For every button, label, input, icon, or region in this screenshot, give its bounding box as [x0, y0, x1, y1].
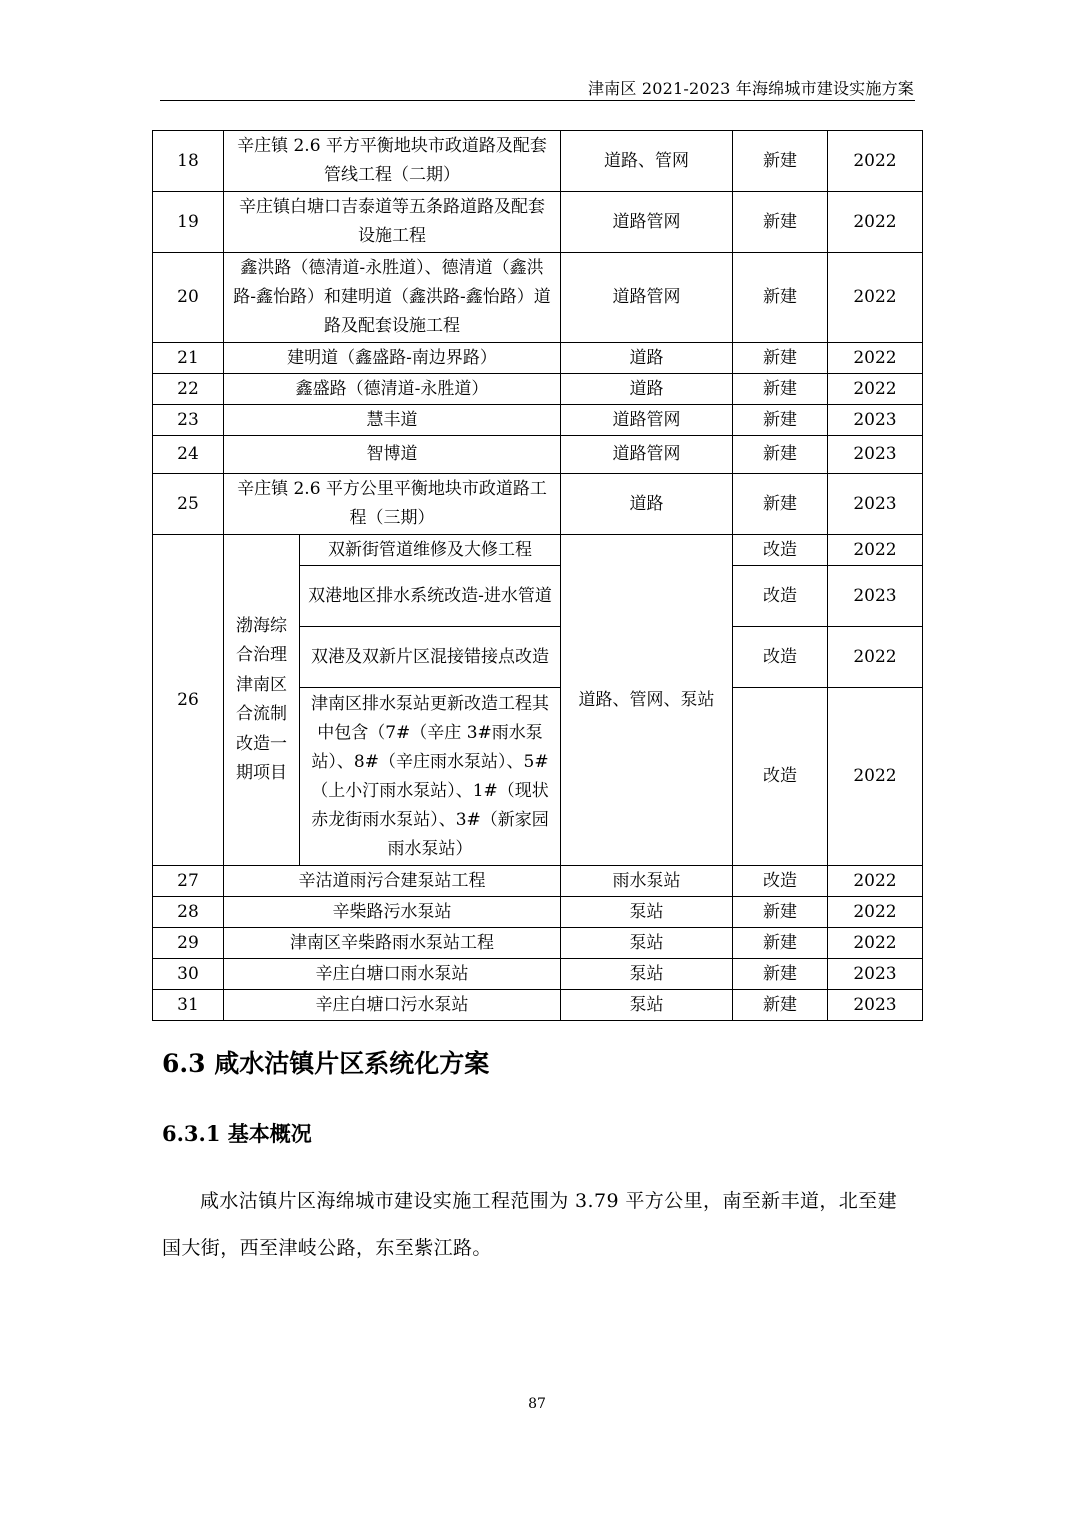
cell-year: 2022: [828, 131, 923, 192]
cell-year: 2023: [828, 474, 923, 535]
cell-no: 28: [153, 897, 224, 928]
cell-type: 道路、管网: [561, 131, 733, 192]
cell-year: 2023: [828, 436, 923, 474]
cell-type: 道路管网: [561, 436, 733, 474]
cell-year: 2023: [828, 566, 923, 627]
cell-type: 道路: [561, 474, 733, 535]
cell-type: 道路: [561, 343, 733, 374]
section-title: 6.3 咸水沽镇片区系统化方案: [162, 1049, 490, 1078]
body-paragraph: 咸水沽镇片区海绵城市建设实施工程范围为 3.79 平方公里，南至新丰道，北至建国大街，西至津岐公路，东至紫江路。: [162, 1190, 897, 1259]
cell-year: 2022: [828, 928, 923, 959]
cell-nature: 新建: [733, 928, 828, 959]
cell-nature: 新建: [733, 343, 828, 374]
cell-name: 辛庄白塘口雨水泵站: [224, 959, 561, 990]
cell-type: 雨水泵站: [561, 866, 733, 897]
cell-name: 鑫盛路（德清道-永胜道）: [224, 374, 561, 405]
cell-type: 道路管网: [561, 405, 733, 436]
cell-nature: 新建: [733, 192, 828, 253]
cell-year: 2022: [828, 897, 923, 928]
table-row: [153, 959, 923, 990]
cell-name: 智博道: [224, 436, 561, 474]
cell-no: 31: [153, 990, 224, 1021]
cell-nature: 新建: [733, 131, 828, 192]
cell-year: 2022: [828, 192, 923, 253]
cell-year: 2023: [828, 405, 923, 436]
cell-no: 22: [153, 374, 224, 405]
cell-no: 19: [153, 192, 224, 253]
cell-name: 辛庄白塘口污水泵站: [224, 990, 561, 1021]
cell-type: 泵站: [561, 897, 733, 928]
cell-name: 慧丰道: [224, 405, 561, 436]
cell-year: 2022: [828, 688, 923, 866]
cell-no: 27: [153, 866, 224, 897]
cell-year: 2022: [828, 535, 923, 566]
table-row: [153, 374, 923, 405]
cell-name: 辛庄镇 2.6 平方公里平衡地块市政道路工程（三期）: [224, 474, 561, 535]
cell-type: 道路: [561, 374, 733, 405]
table-row: [153, 253, 923, 343]
cell-year: 2023: [828, 959, 923, 990]
cell-name: 建明道（鑫盛路-南边界路）: [224, 343, 561, 374]
cell-no: 21: [153, 343, 224, 374]
cell-name: 辛庄镇白塘口吉泰道等五条路道路及配套设施工程: [224, 192, 561, 253]
cell-no: 20: [153, 253, 224, 343]
cell-type: 道路管网: [561, 253, 733, 343]
page-number: 87: [528, 1396, 546, 1412]
cell-name: 辛庄镇 2.6 平方平衡地块市政道路及配套管线工程（二期）: [224, 131, 561, 192]
cell-year: 2022: [828, 374, 923, 405]
project-table: [152, 130, 923, 1021]
table-row: [153, 192, 923, 253]
cell-name: 辛柴路污水泵站: [224, 897, 561, 928]
cell-sub-name: 双港及双新片区混接错接点改造: [300, 627, 561, 688]
cell-name: 津南区辛柴路雨水泵站工程: [224, 928, 561, 959]
cell-name: 辛沽道雨污合建泵站工程: [224, 866, 561, 897]
cell-sub-name: 津南区排水泵站更新改造工程其中包含（7#（辛庄 3#雨水泵站）、8#（辛庄雨水泵站）、5#（上小汀雨水泵站）、1#（现状赤龙街雨水泵站）、3#（新家园雨水泵站）: [300, 688, 561, 866]
cell-type: 道路、管网、泵站: [561, 535, 733, 866]
cell-no: 23: [153, 405, 224, 436]
cell-nature: 改造: [733, 688, 828, 866]
table-row: [153, 866, 923, 897]
cell-name: 鑫洪路（德清道-永胜道）、德清道（鑫洪路-鑫怡路）和建明道（鑫洪路-鑫怡路）道路及配套设施工程: [224, 253, 561, 343]
cell-nature: 新建: [733, 959, 828, 990]
cell-nature: 改造: [733, 627, 828, 688]
cell-nature: 改造: [733, 535, 828, 566]
cell-type: 泵站: [561, 990, 733, 1021]
cell-nature: 新建: [733, 897, 828, 928]
table-row: [153, 928, 923, 959]
cell-nature: 新建: [733, 990, 828, 1021]
subsection-title: 6.3.1 基本概况: [162, 1121, 312, 1146]
cell-year: 2022: [828, 627, 923, 688]
cell-year: 2022: [828, 253, 923, 343]
table-row: [153, 897, 923, 928]
cell-group-name: 渤海综合治理津南区合流制改造一期项目: [224, 535, 300, 866]
table-row: [153, 131, 923, 192]
cell-nature: 新建: [733, 436, 828, 474]
cell-nature: 改造: [733, 866, 828, 897]
cell-no: 24: [153, 436, 224, 474]
cell-no: 30: [153, 959, 224, 990]
table-row-group-26: [153, 535, 923, 566]
table-row: [153, 474, 923, 535]
cell-sub-name: 双新街管道维修及大修工程: [300, 535, 561, 566]
cell-no: 26: [153, 535, 224, 866]
cell-year: 2022: [828, 343, 923, 374]
cell-type: 泵站: [561, 959, 733, 990]
cell-sub-name: 双港地区排水系统改造-进水管道: [300, 566, 561, 627]
cell-nature: 新建: [733, 374, 828, 405]
table-row: [153, 990, 923, 1021]
cell-no: 18: [153, 131, 224, 192]
header-title: 津南区 2021-2023 年海绵城市建设实施方案: [587, 79, 914, 98]
cell-nature: 新建: [733, 405, 828, 436]
cell-no: 29: [153, 928, 224, 959]
header-divider: [160, 100, 915, 101]
table-row: [153, 436, 923, 474]
table-row: [153, 343, 923, 374]
cell-nature: 改造: [733, 566, 828, 627]
cell-year: 2023: [828, 990, 923, 1021]
cell-nature: 新建: [733, 474, 828, 535]
table-row: [153, 405, 923, 436]
cell-type: 泵站: [561, 928, 733, 959]
cell-no: 25: [153, 474, 224, 535]
cell-year: 2022: [828, 866, 923, 897]
cell-nature: 新建: [733, 253, 828, 343]
cell-type: 道路管网: [561, 192, 733, 253]
